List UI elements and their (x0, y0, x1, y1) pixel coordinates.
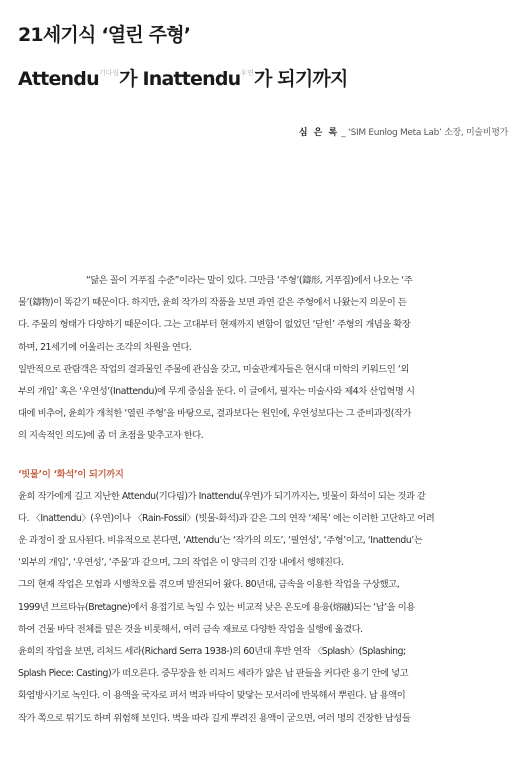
body-line: 그의 현재 작업은 모험과 시행착오를 겪으며 발전되어 왔다. 80년대, 금속을 이용한 작업을 구상했고, (18, 579, 400, 591)
body-line: 일반적으로 관람객은 작업의 결과물인 주물에 관심을 갖고, 미술관계자들은 현시대 미학의 키워드인 ‘외 (18, 363, 409, 375)
byline (299, 125, 508, 138)
subtitle-attendu-gloss: 기다림 (98, 69, 120, 77)
section-heading: ‘빗물’이 ‘화석’이 되기까지 (18, 468, 124, 480)
article-body (18, 270, 514, 730)
article-title: 21세기식 ‘열린 주형’ (18, 24, 191, 46)
author-name: 심 은 록 (298, 128, 339, 138)
body-line: “닮은 꼴이 거푸집 수준”이라는 말이 있다. 그만큼 ‘주형’(鑄形, 거푸집)에서 나오는 ‘주 (86, 275, 413, 286)
body-line: 대에 비추어, 윤희가 개척한 ‘열린 주형’을 바탕으로, 결과보다는 원인에, 우연성보다는 그 준비과정(작가 (18, 408, 412, 420)
body-line: ‘외부의 개입’, ‘우연성’, ‘주물’과 같으며, 그의 작업은 이 양극의 긴장 내에서 행해진다. (18, 557, 344, 569)
body-line: 부의 개입’ 혹은 ‘우연성’(Inattendu)에 무게 중심을 둔다. 이 글에서, 필자는 미술사와 제4차 산업혁명 시 (18, 385, 415, 397)
body-line: 다. 주물의 형태가 다양하기 때문이다. 그는 고대부터 현재까지 변함이 없었던 ‘닫힌’ 주형의 개념을 확장 (18, 319, 411, 331)
body-line: 작가 쪽으로 튀기도 하며 위험해 보인다. 벽을 따라 길게 뿌려진 용액이 굳으면, 여러 명의 건장한 남성들 (18, 712, 411, 724)
body-line: 물’(鑄物)이 똑같기 때문이다. 하지만, 윤희 작가의 작품을 보면 과연 같은 주형에서 나왔는지 의문이 든 (18, 297, 407, 309)
subtitle-end: 가 되기까지 (253, 68, 348, 90)
subtitle-inattendu: 가 Inattendu (119, 68, 241, 90)
body-line: Splash Piece: Casting)가 떠오른다. 중무장을 한 리처드 세라가 얇은 납 판들을 커다란 용기 안에 넣고 (18, 668, 409, 680)
author-affiliation: _ ‘SIM Eunlog Meta Lab’ 소장, 미술비평가 (341, 128, 508, 138)
body-line: 윤희의 작업을 보면, 리처드 세라(Richard Serra 1938-)의 60년대 후반 연작 〈Splash〉(Splashing; (18, 646, 406, 657)
body-line: 화염방사기로 녹인다. 이 용액을 국자로 퍼서 벽과 바닥이 맞닿는 모서리에 반복해서 뿌린다. 납 용액이 (18, 690, 406, 702)
article-subtitle (18, 64, 348, 91)
body-line: 하여 건물 바닥 전체를 덮은 것을 비롯해서, 여러 금속 재료로 다양한 작업을 실행에 옮겼다. (18, 623, 363, 635)
body-line: 다. 〈Inattendu〉(우연)이나 〈Rain-Fossil〉(빗물-화석)과 같은 그의 연작 ‘제목’ 에는 이러한 고단하고 어려 (18, 512, 435, 524)
body-line: 운 과정이 잘 묘사된다. 비유적으로 본다면, ‘Attendu’는 ‘작가의 의도’, ‘필연성’, ‘주형’이고, ‘Inattendu’는 (18, 535, 423, 547)
body-line: 의 지속적인 의도)에 좀 더 초점을 맞추고자 한다. (18, 430, 204, 442)
body-line: 1999년 브르타뉴(Bretagne)에서 용접기로 녹일 수 있는 비교적 낮은 온도에 용융(熔融)되는 ‘납’을 이용 (18, 601, 415, 613)
subtitle-inattendu-gloss: 우연 (240, 69, 254, 77)
body-line: 하며, 21세기에 어울리는 조각의 차원을 연다. (18, 341, 192, 353)
subtitle-attendu: Attendu (18, 68, 99, 90)
body-line: 윤희 작가에게 길고 지난한 Attendu(기다림)가 Inattendu(우연)가 되기까지는, 빗물이 화석이 되는 것과 같 (18, 490, 426, 502)
